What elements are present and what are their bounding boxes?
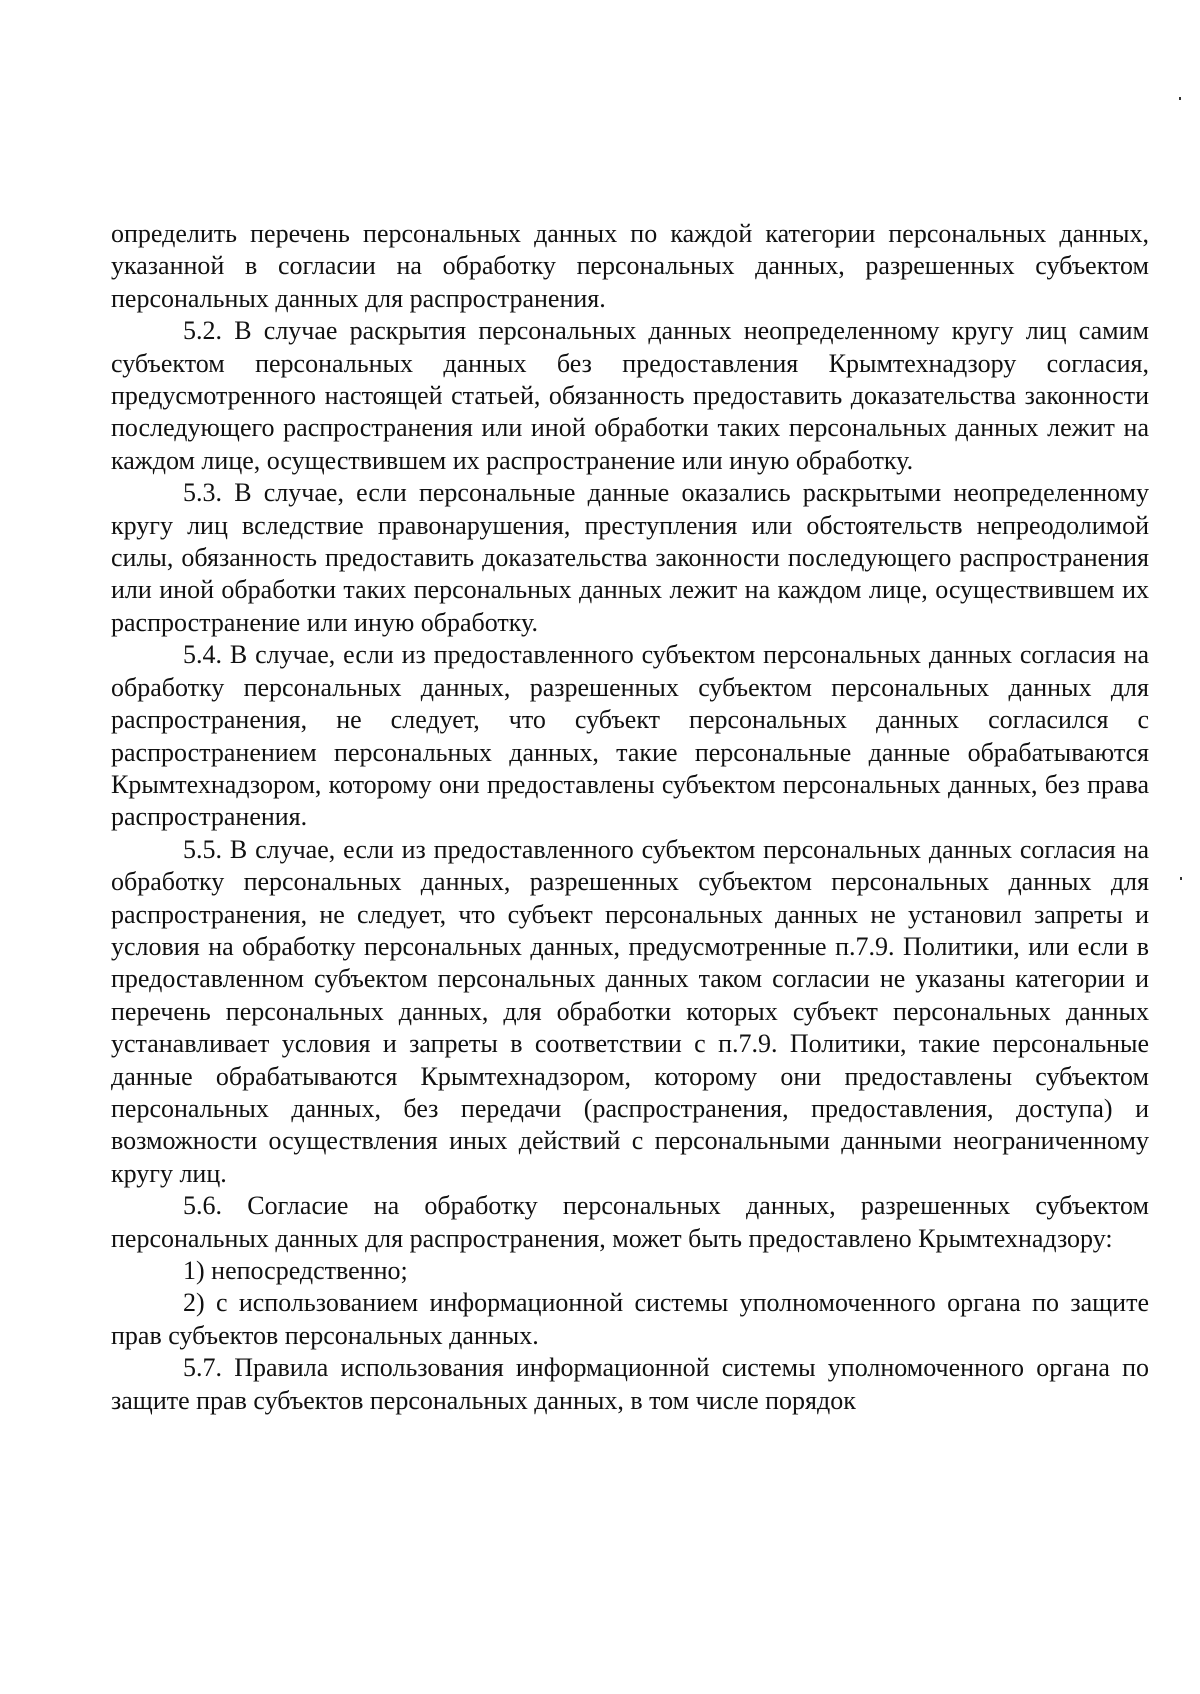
scan-artifact-dot — [1180, 877, 1182, 880]
paragraph-5-3: 5.3. В случае, если персональные данные оказались раскрытыми неопределенному кругу лиц вследствие правонарушения, преступления или обстоятельств непреодолимой силы, обязанность предоставить доказательства законности последующего распространения или иной обработки таких персональных данных лежит на каждом лице, осуществившем их распространение или иную обработку. — [111, 478, 1149, 637]
paragraph-5-5: 5.5. В случае, если из предоставленного субъектом персональных данных согласия на обработку персональных данных, разрешенных субъектом персональных данных для распространения, не следует, что субъект персональных данных не установил запреты и условия на обработку персональных данных, предусмотренные п.7.9. Политики, или если в предоставленном субъектом персональных данных таком согласии не указаны категории и перечень персональных данных, для обработки которых субъект персональных данных устанавливает условия и запреты в соответствии с п.7.9. Политики, такие персональные данные обрабатываются Крымтехнадзором, которому они предоставлены субъектом персональных данных, без передачи (распространения, предоставления, доступа) и возможности осуществления иных действий с персональными данными неограниченному кругу лиц. — [111, 834, 1149, 1188]
scan-artifact-dot — [1179, 97, 1181, 100]
paragraph-5-7: 5.7. Правила использования информационной системы уполномоченного органа по защите прав субъектов персональных данных, в том числе порядок — [111, 1353, 1149, 1415]
document-text — [111, 218, 1149, 1417]
paragraph-5-6: 5.6. Согласие на обработку персональных данных, разрешенных субъектом персональных данных для распространения, может быть предоставлено Крымтехнадзору: — [111, 1191, 1149, 1253]
list-item-2: 2) с использованием информационной системы уполномоченного органа по защите прав субъектов персональных данных. — [111, 1288, 1149, 1350]
paragraph-continuation: определить перечень персональных данных по каждой категории персональных данных, указанной в согласии на обработку персональных данных, разрешенных субъектом персональных данных для распространения. — [111, 219, 1149, 313]
paragraph-5-4: 5.4. В случае, если из предоставленного субъектом персональных данных согласия на обработку персональных данных, разрешенных субъектом персональных данных для распространения, не следует, что субъект персональных данных согласился с распространением персональных данных, такие персональные данные обрабатываются Крымтехнадзором, которому они предоставлены субъектом персональных данных, без права распространения. — [111, 640, 1149, 832]
paragraph-5-2: 5.2. В случае раскрытия персональных данных неопределенному кругу лиц самим субъектом персональных данных без предоставления Крымтехнадзору согласия, предусмотренного настоящей статьей, обязанность предоставить доказательства законности последующего распространения или иной обработки таких персональных данных лежит на каждом лице, осуществившем их распространение или иную обработку. — [111, 316, 1149, 475]
list-item-1: 1) непосредственно; — [183, 1256, 408, 1285]
